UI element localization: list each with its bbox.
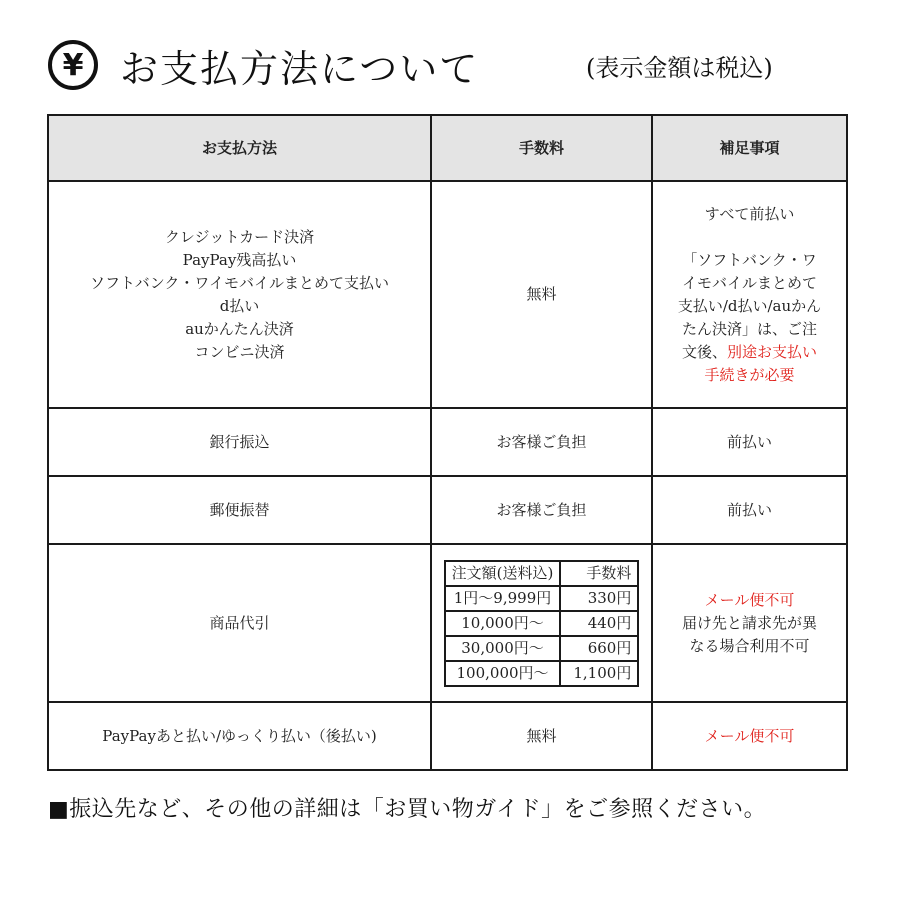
table-header-row (48, 115, 847, 181)
method-bank-transfer: 銀行振込 (48, 408, 431, 476)
notes-spacer (659, 226, 840, 249)
notes-cell: 前払い (652, 476, 847, 544)
fee-cell (431, 544, 652, 702)
table-row (48, 544, 847, 702)
notes-line: 「ソフトバンク・ワ (682, 250, 817, 269)
method-convenience-store: コンビニ決済 (194, 342, 285, 361)
payment-methods-table (47, 114, 848, 771)
method-cash-on-delivery: 商品代引 (48, 544, 431, 702)
table-row (48, 181, 847, 408)
cod-fee-label: 手数料 (560, 561, 638, 586)
notes-line-mixed (659, 341, 840, 364)
method-softbank-ymobile: ソフトバンク・ワイモバイルまとめて支払い (90, 273, 389, 292)
notes-prefix: 文後、 (681, 342, 727, 361)
cod-fee: 440円 (560, 611, 638, 636)
footer-note: ■振込先など、その他の詳細は「お買い物ガイド」をご参照ください。 (48, 797, 767, 822)
notes-red-warning: メール便不可 (652, 702, 847, 770)
cod-fee: 330円 (560, 586, 638, 611)
notes-prepay-all: すべて前払い (704, 204, 795, 223)
cod-fee-header (445, 561, 639, 586)
notes-line: 届け先と請求先が異 (681, 613, 817, 632)
notes-red-warning: 別途お支払い (727, 342, 818, 361)
notes-cell: 前払い (652, 408, 847, 476)
page-title: お支払方法について (120, 47, 480, 91)
column-header-fee: 手数料 (431, 115, 652, 181)
notes-line: 支払い/d払い/auかん (677, 296, 822, 315)
fee-cell: お客様ご負担 (431, 408, 652, 476)
method-paypay-later: PayPayあと払い/ゆっくり払い（後払い) (48, 702, 431, 770)
cod-fee-row (445, 586, 639, 611)
notes-line: イモバイルまとめて (681, 273, 817, 292)
cod-fee-row (445, 611, 639, 636)
column-header-method: お支払方法 (48, 115, 431, 181)
table-row (48, 476, 847, 544)
cod-fee-row (445, 661, 639, 686)
column-header-notes: 補足事項 (652, 115, 847, 181)
cod-range: 10,000円〜 (445, 611, 561, 636)
yen-circle-icon: ¥ (48, 40, 98, 90)
cod-order-amount-label: 注文額(送料込) (445, 561, 561, 586)
method-cell (48, 181, 431, 408)
notes-cell (652, 544, 847, 702)
method-postal-transfer: 郵便振替 (48, 476, 431, 544)
cod-fee: 660円 (560, 636, 638, 661)
notes-cell (652, 181, 847, 408)
fee-cell: お客様ご負担 (431, 476, 652, 544)
cod-fee: 1,100円 (560, 661, 638, 686)
fee-cell: 無料 (431, 702, 652, 770)
table-row (48, 702, 847, 770)
method-au-kantan: auかんたん決済 (185, 319, 294, 338)
method-paypay-balance: PayPay残高払い (182, 250, 297, 269)
cod-range: 1円〜9,999円 (445, 586, 561, 611)
table-row (48, 408, 847, 476)
notes-line: なる場合利用不可 (689, 636, 810, 655)
cod-fee-table (444, 560, 640, 687)
cod-range: 30,000円〜 (445, 636, 561, 661)
method-d-barai: d払い (219, 296, 260, 315)
notes-red-warning: 手続きが必要 (704, 365, 795, 384)
tax-note: (表示金額は税込) (586, 54, 773, 82)
cod-fee-row (445, 636, 639, 661)
fee-cell: 無料 (431, 181, 652, 408)
notes-line: たん決済」は、ご注 (681, 319, 817, 338)
cod-range: 100,000円〜 (445, 661, 561, 686)
method-credit-card: クレジットカード決済 (164, 227, 315, 246)
notes-red-warning: メール便不可 (704, 590, 795, 609)
page-header (48, 36, 858, 96)
